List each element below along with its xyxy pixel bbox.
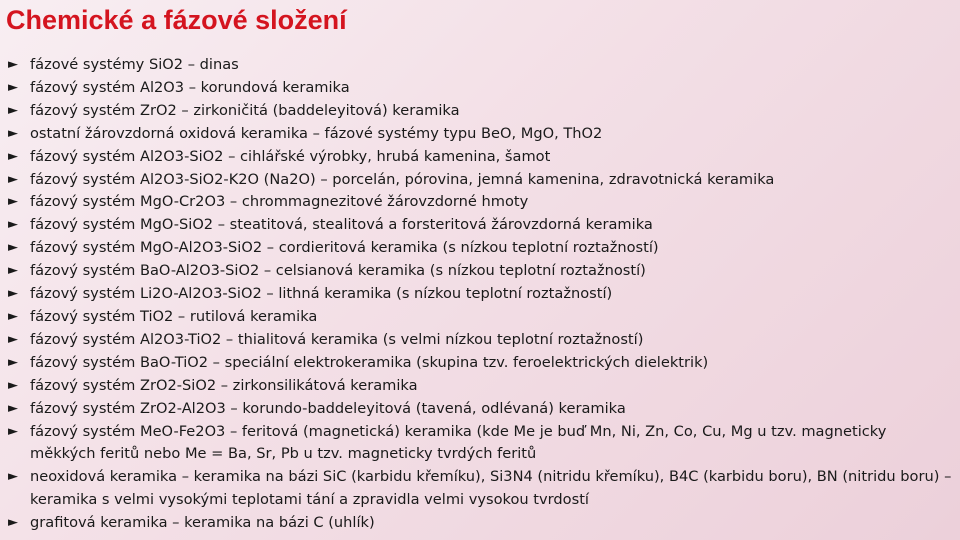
bullet-marker-icon: ► [8, 102, 18, 118]
list-item [8, 54, 953, 77]
list-item [8, 283, 953, 306]
bullet-marker-icon: ► [8, 240, 18, 256]
list-item [8, 146, 953, 169]
list-item [8, 214, 953, 237]
list-item-text: fázový systém MeO-Fe2O3 – feritová (magnetická) keramika (kde Me je buď Mn, Ni, Zn, Co, Cu, Mg u tzv. magneticky měkkých feritů nebo Me = Ba, Sr, Pb u tzv. magneticky tvrdých feritů [30, 422, 887, 463]
list-item [8, 352, 953, 375]
bullet-marker-icon: ► [8, 57, 18, 72]
list-item [8, 237, 953, 260]
list-item-text: fázový systém BaO-TiO2 – speciální elektrokeramika (skupina tzv. feroelektrických dielektrik) [30, 353, 709, 371]
bullet-marker-icon: ► [8, 354, 18, 370]
bullet-marker-icon: ► [8, 125, 18, 141]
bullet-marker-icon: ► [8, 400, 18, 416]
bullet-marker-icon: ► [8, 79, 18, 95]
list-item [8, 512, 953, 535]
list-item [8, 100, 953, 123]
list-item-text: fázový systém Al2O3-SiO2 – cihlářské výrobky, hrubá kamenina, šamot [30, 147, 551, 165]
bullet-marker-icon: ► [8, 515, 18, 531]
bullet-marker-icon: ► [8, 377, 18, 393]
bullet-marker-icon: ► [8, 423, 18, 439]
list-item-text: ostatní žárovzdorná oxidová keramika – fázové systémy typu BeO, MgO, ThO2 [30, 124, 603, 142]
list-item-text: fázový systém ZrO2-SiO2 – zirkonsilikátová keramika [30, 376, 418, 394]
list-item [8, 398, 953, 421]
bullet-marker-icon: ► [8, 217, 18, 233]
bullet-marker-icon: ► [8, 331, 18, 347]
list-item [8, 77, 953, 100]
list-item-text: fázový systém BaO-Al2O3-SiO2 – celsianová keramika (s nízkou teplotní roztažností) [30, 262, 646, 280]
list-item-text: fázový systém MgO-Cr2O3 – chrommagnezitové žárovzdorné hmoty [30, 193, 529, 211]
list-item-text: fázový systém Al2O3-TiO2 – thialitová keramika (s velmi nízkou teplotní roztažností) [30, 330, 644, 348]
list-item-text: neoxidová keramika – keramika na bázi SiC (karbidu křemíku), Si3N4 (nitridu křemíku), B4C (karbidu boru), BN (nitridu boru) – keramika s velmi vysokými teplotami tání a zpravidla velmi vysokou tvrdostí [30, 468, 952, 509]
list-item-text: grafitová keramika – keramika na bázi C (uhlík) [30, 514, 375, 532]
list-item [8, 466, 953, 512]
bullet-marker-icon: ► [8, 194, 18, 210]
list-item-text: fázový systém MgO-Al2O3-SiO2 – cordieritová keramika (s nízkou teplotní roztažností) [30, 239, 659, 257]
list-item-text: fázový systém Li2O-Al2O3-SiO2 – lithná keramika (s nízkou teplotní roztažností) [30, 285, 613, 303]
list-item [8, 421, 953, 467]
bullet-marker-icon: ► [8, 286, 18, 302]
list-item [8, 191, 953, 214]
list-item-text: fázový systém Al2O3-SiO2-K2O (Na2O) – porcelán, pórovina, jemná kamenina, zdravotnická keramika [30, 170, 775, 188]
list-item [8, 329, 953, 352]
bullet-marker-icon: ► [8, 469, 18, 485]
bullet-marker-icon: ► [8, 148, 18, 164]
list-item [8, 123, 953, 146]
bullet-list [8, 54, 953, 535]
list-item-text: fázový systém MgO-SiO2 – steatitová, stealitová a forsteritová žárovzdorná keramika [30, 216, 653, 234]
bullet-marker-icon: ► [8, 308, 18, 324]
list-item [8, 306, 953, 329]
list-item-text: fázový systém ZrO2 – zirkoničitá (baddeleyitová) keramika [30, 101, 460, 119]
list-item-text: fázový systém Al2O3 – korundová keramika [30, 78, 350, 96]
list-item-text: fázový systém TiO2 – rutilová keramika [30, 307, 318, 325]
list-item-text: fázové systémy SiO2 – dinas [30, 56, 239, 73]
slide-title: Chemické a fázové složení [6, 5, 347, 35]
bullet-marker-icon: ► [8, 263, 18, 279]
list-item [8, 375, 953, 398]
list-item [8, 260, 953, 283]
bullet-marker-icon: ► [8, 171, 18, 187]
list-item [8, 169, 953, 192]
list-item-text: fázový systém ZrO2-Al2O3 – korundo-baddeleyitová (tavená, odlévaná) keramika [30, 399, 626, 417]
